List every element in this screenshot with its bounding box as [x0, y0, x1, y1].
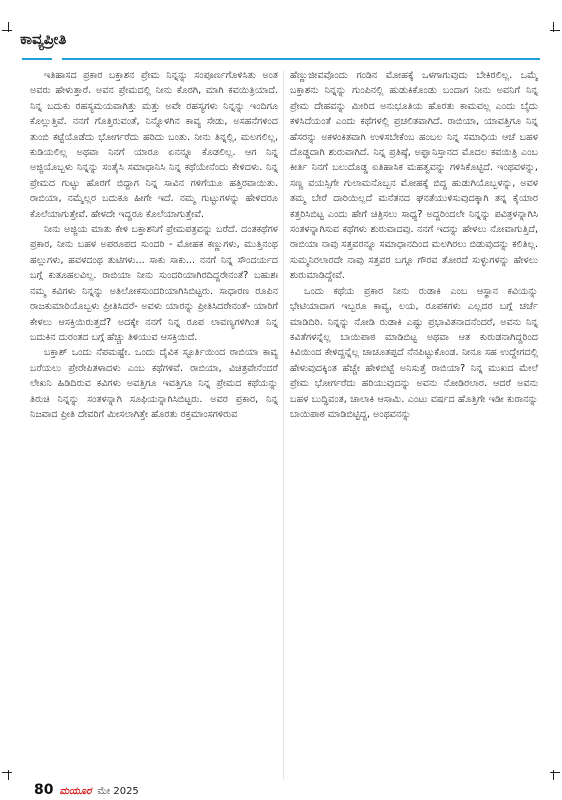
section-title: ಕಾವ್ಯಪ್ರೀತಿ: [20, 30, 67, 48]
paragraph: ಹೆಣ್ಣುಜೀವವೊಂದು ಗಂಡಿನ ಮೋಹಕ್ಕೆ ಒಳಗಾಗುವುದು ಬೇಕಿರಲಿಲ್ಲ. ಒಮ್ಮೆ ಬಕ್ತಾಶನು ನಿನ್ನನ್ನು ಗುಂಪಿನಲ್ಲಿ ಹುಡುಕಿಕೊಂಡು ಬಂದಾಗ ನೀನು ಅವನಿಗೆ ನಿನ್ನ ಪ್ರೇಮ ದೇಹವನ್ನು ಮೀರಿದ ಅನುಭೂತಿಯ ಹೊರತು ಕಾಮವಲ್ಲ ಎಂದು ಬೈದು ಕಳಿಸಿದೆಯಂತೆ ಎಂದು ಕಥೆಗಳಲ್ಲಿ ಪ್ರಚಲಿತವಾಗಿದೆ. ರಾಬಿಯಾ, ಯಾವತ್ತಿಗೂ ನಿನ್ನ ಹೆಸರನ್ನು ಅಕಳಂಕಿತವಾಗಿ ಉಳಿಸಬೇಕೆಂಬ ಹಂಬಲ ನಿನ್ನ ಸಮಾಧಿಯ ಆಚೆ ಬಹಳ ದೊಡ್ಡದಾಗಿ ಶುರುವಾಗಿದೆ. ನಿನ್ನ ಪ್ರತಿಷ್ಠೆ, ಅಫ್ಘಾನಿಸ್ತಾನದ ಮೊದಲ ಕವಯಿತ್ರಿ ಎಂಬ ಕೀರ್ತಿ ನಿನಗೆ ಬಲುದೊಡ್ಡ ಐತಿಹಾಸಿಕ ಮಹತ್ವವನ್ನು ಗಳಿಸಿಕೊಟ್ಟಿದೆ. ಇಂಥವಳನ್ನು, ಸಣ್ಣ ವಯಸ್ಸಿಗೇ ಗುಲಾಮನೊಬ್ಬನ ಮೋಹಕ್ಕೆ ಬಿದ್ದ ಹುಡುಗಿಯೊಬ್ಬಳನ್ನು, ಅವಳ ತಮ್ಮ ಬೇರೆ ದಾರಿಯಿಲ್ಲದೆ ಮನೆತನದ ಘನತೆಯುಳಿಸುವುದಕ್ಕಾಗಿ ತನ್ನ ಕೈಯಾರ ಕತ್ತರಿಸಿಬಿಟ್ಟ ಎಂದು ಹೇಗೆ ಚಿತ್ರಿಸಲು ಸಾಧ್ಯ? ಅದ್ದರಿಂದಲೇ ನಿನ್ನನ್ನು ಪವಿತ್ರಳನ್ನಾಗಿಸಿ ಸಂತಳನ್ನಾಗಿಸುವ ಕಥೆಗಳು ಶುರುವಾದವು. ನನಗೆ ಇದನ್ನು ಹೇಳಲು ನೋವಾಗುತ್ತಿದೆ, ರಾಬಿಯಾ ನಾವು ಸತ್ತವರನ್ನೂ ಸಮಾಧಾನದಿಂದ ಮಲಗಿರಲು ಬಿಡುವುದನ್ನು ಕಲಿತಿಲ್ಲ. ಸುಮ್ಮನಿರಲಾರದೇ ನಾವು ಸತ್ತವರ ಬಗ್ಗೂ ಗೌರವ ತೋರದೆ ಸುಳ್ಳುಗಳನ್ನು ಹೇಳಲು ಶುರುಮಾಡಿದ್ದೇವೆ.: [290, 70, 538, 282]
paragraph: ಇತಿಹಾಸದ ಪ್ರಕಾರ ಬಕ್ತಾಶನ ಪ್ರೇಮ ನಿನ್ನನ್ನು ಸಂಪೂರ್ಣಗೊಳಿಸಿತು ಅಂತ ಅವರು ಹೇಳುತ್ತಾರೆ. ಅವನ ಪ್ರೇಮದಲ್ಲಿ ನೀನು ಕೊರಗಿ, ಮಾಗಿ ಕವಯಿತ್ರಿಯಾದೆ. ನಿನ್ನ ಬದುಕು ರಹಸ್ಯಮಯವಾಗಿತ್ತು ಮತ್ತು ಅವೇ ರಹಸ್ಯಗಳು ನಿನ್ನನ್ನು ಇಂದಿಗೂ ಕೊಲ್ಲುತ್ತಿವೆ. ನನಗೆ ಗೊತ್ತಿರುವಂತೆ, ನಿನ್ನೊಳಗಿನ ಕಾವ್ಯ ಸೇಡು, ಅಸಹನೆಗಳಿಂದ ತುಂಬಿ ಕಟ್ಟೆಯೊಡೆದು ಭೋರ್ಗರೆದು ಹರಿದು ಬಂತು. ನೀನು ತಿನ್ನಲ್ಲಿ, ಮಲಗಲಿಲ್ಲ, ಕುಡಿಯಲಿಲ್ಲ ಅಥವಾ ನಿನಗೆ ಯಾರೂ ಏನನ್ನೂ ಕೊಡಲಿಲ್ಲ. ಆಗ ನಿನ್ನ ಅಜ್ಜಿಯೊಬ್ಬಳು ನಿನ್ನನ್ನು ಸಂತೈಸಿ ಸಮಾಧಾನಿಸಿ ನಿನ್ನ ಕಥೆಯೇನೆಂದು ಕೇಳಿದಳು. ನಿನ್ನ ಪ್ರೇಮದ ಗುಟ್ಟು ಹೊರಗೆ ಬಿದ್ದಾಗ ನಿನ್ನ ಸಾವಿನ ಗಳಿಗೆಯೂ ಹತ್ತಿರವಾಯಿತು. ರಾಬಿಯಾ, ನಮ್ಮೆಲ್ಲರ ಬದುಕೂ ಹೀಗೇ ಇದೆ. ನಮ್ಮ ಗುಟ್ಟುಗಳನ್ನು ಹೇಳಿದರೂ ಕೊಲೆಯಾಗುತ್ತೇವೆ. ಹೇಳದೇ ಇದ್ದರೂ ಕೊಲೆಯಾಗುತ್ತೇವೆ.: [30, 70, 278, 220]
paragraph: ಒಂದು ಕಥೆಯ ಪ್ರಕಾರ ನೀನು ರುಡಾಕಿ ಎಂಬ ಆಸ್ಥಾನ ಕವಿಯನ್ನು ಭೇಟಿಯಾದಾಗ ಇಬ್ಬರೂ ಕಾವ್ಯ, ಲಯ, ರೂಪಕಗಳು ಎಲ್ಲದರ ಬಗ್ಗೆ ಚರ್ಚೆ ಮಾಡಿದಿರಿ. ನಿನ್ನನ್ನು ನೋಡಿ ರುಡಾಕಿ ಎಷ್ಟು ಪ್ರಭಾವಿತನಾದನೆಂದರೆ, ಅವನು ನಿನ್ನ ಕವಿತೆಗಳನ್ನೆಲ್ಲ ಬಾಯಿಪಾಠ ಮಾಡಿಬಿಟ್ಟ ಅಥವಾ ಆತ ಕುರುಡನಾಗಿದ್ದರಿಂದ ಕಿವಿಯಿಂದ ಕೇಳಿದ್ದನ್ನೆಲ್ಲ ಚಾಚೂತಪ್ಪದೆ ನೆನಪಿಟ್ಟುಕೊಂಡ. ನೀನೂ ಸಹ ಉದ್ದೇಗದಲ್ಲಿ ಹೇಳುವುದಕ್ಕಿಂತ ಹೆಚ್ಚೇ ಹೇಳಿಬಿಟ್ಟೆ ಅನಿಸುತ್ತೆ ರಾಬಿಯಾ? ನಿನ್ನ ಮುಖದ ಮೇಲೆ ಪ್ರೇಮ ಭೋರ್ಗರೆದು ಹರಿಯುವುದನ್ನು ಅವನು ನೋಡಿರಲಾರ. ಆದರೆ ಅವನು ಬಹಳ ಬುದ್ಧಿವಂತ, ಚಾಲಾಕಿ ಆಸಾಮಿ. ಎಂಟು ವರ್ಷದ ಹೊತ್ತಿಗೇ ಇಡೀ ಕುರಾನನ್ನು ಬಾಯಿಪಾಠ ಮಾಡಿಬಿಟ್ಟಿದ್ದ, ಅಂಥವನನ್ನು: [290, 285, 538, 420]
issue-date: ಮೇ 2025: [97, 786, 139, 797]
page-number: 80: [34, 782, 54, 798]
article-column-left: [30, 68, 278, 788]
paragraph: ನೀನು ಅಜ್ಜಿಯ ಮಾತು ಕೇಳಿ ಬಕ್ತಾಶನಿಗೆ ಪ್ರೇಮಪತ್ರವನ್ನು ಬರೆದೆ. ದಂತಕಥೆಗಳ ಪ್ರಕಾರ, ನೀನು ಬಹಳ ಅಪರೂಪದ ಸುಂದರಿ - ಮೋಹಕ ಕಣ್ಣುಗಳು, ಮುತ್ತಿನಂಥ ಹಲ್ಲುಗಳು, ಹವಳದಂಥ ತುಟಿಗಳು... ಸಾಕು ಸಾಕು... ನನಗೆ ನಿನ್ನ ಸೌಂದರ್ಯದ ಬಗ್ಗೆ ಕುತೂಹಲವಿಲ್ಲ. ರಾಬಿಯಾ ನೀನು ಸುಂದರಿಯಾಗಿರದಿದ್ದರೇನಂತೆ? ಬಹುಶಃ ನಮ್ಮ ಕವಿಗಳು ನಿನ್ನನ್ನು ಅತಿಲೋಕಸುಂದರಿಯಾಗಿಸಿಬಿಟ್ಟರು. ಸಾಧಾರಣ ರೂಪಿನ ರಾಜಕುಮಾರಿಯೊಬ್ಬಳು ಪ್ರೀತಿಸಿದರೆ- ಅವಳು ಯಾರನ್ನು ಪ್ರೀತಿಸಿದರೇನಂತೆ- ಯಾರಿಗೆ ಕೇಳಲು ಆಸಕ್ತಿಯಿರುತ್ತದೆ? ಅದಕ್ಕೇ ನನಗೆ ನಿನ್ನ ರೂಪ ಲಾವಣ್ಯಗಳಿಗಿಂತ ನಿನ್ನ ಬದುಕಿನ ದುರಂತದ ಬಗ್ಗೆ ಹೆಚ್ಚು ತಿಳಿಯುವ ಆಸಕ್ತಿಯಿದೆ.: [30, 224, 278, 343]
crop-mark: [2, 30, 12, 31]
crop-mark: [550, 772, 560, 773]
article-column-right: [290, 68, 538, 780]
section-header: [20, 30, 66, 48]
paragraph: ಬಕ್ತಾಶ್ ಒಂದು ನೆಪಮಷ್ಟೇ. ಒಂದು ದೈವಿಕ ಸ್ಫೂರ್ತಿಯಿಂದ ರಾಬಿಯಾ ಕಾವ್ಯ ಬರೆಯಲು ಪ್ರೇರೇಪಿತಳಾದಳು ಎಂಬ ಕಥೆಗಳಿವೆ. ರಾಬಿಯಾ, ವಿಚಿತ್ರವೇನೆಂದರೆ ಲೇಖನಿ ಹಿಡಿದಿರುವ ಕವಿಗಳು ಅವತ್ತಿಗೂ ಇವತ್ತಿಗೂ ನಿನ್ನ ಪ್ರೇಮದ ಕಥೆಯನ್ನು ತಿರುಚಿ ನಿನ್ನನ್ನು ಸಂತಳನ್ನಾಗಿ ಸೂಫಿಯನ್ನಾಗಿಸಿಬಿಟ್ಟರು. ಅವರ ಪ್ರಕಾರ, ನಿನ್ನ ನಿಜವಾದ ಪ್ರೀತಿ ದೇವರಿಗೆ ಮೀಸಲಾಗಿತ್ತೇ ಹೊರತು ರಕ್ತಮಾಂಸಗಳಿರುವ: [30, 347, 278, 420]
crop-mark: [550, 30, 560, 31]
page-footer: [34, 782, 139, 798]
column-divider: [283, 70, 284, 780]
header-rule: [22, 58, 52, 60]
magazine-logo: ಮಯೂರ: [59, 786, 92, 797]
crop-mark: [2, 772, 12, 773]
header-rule: [62, 58, 540, 60]
